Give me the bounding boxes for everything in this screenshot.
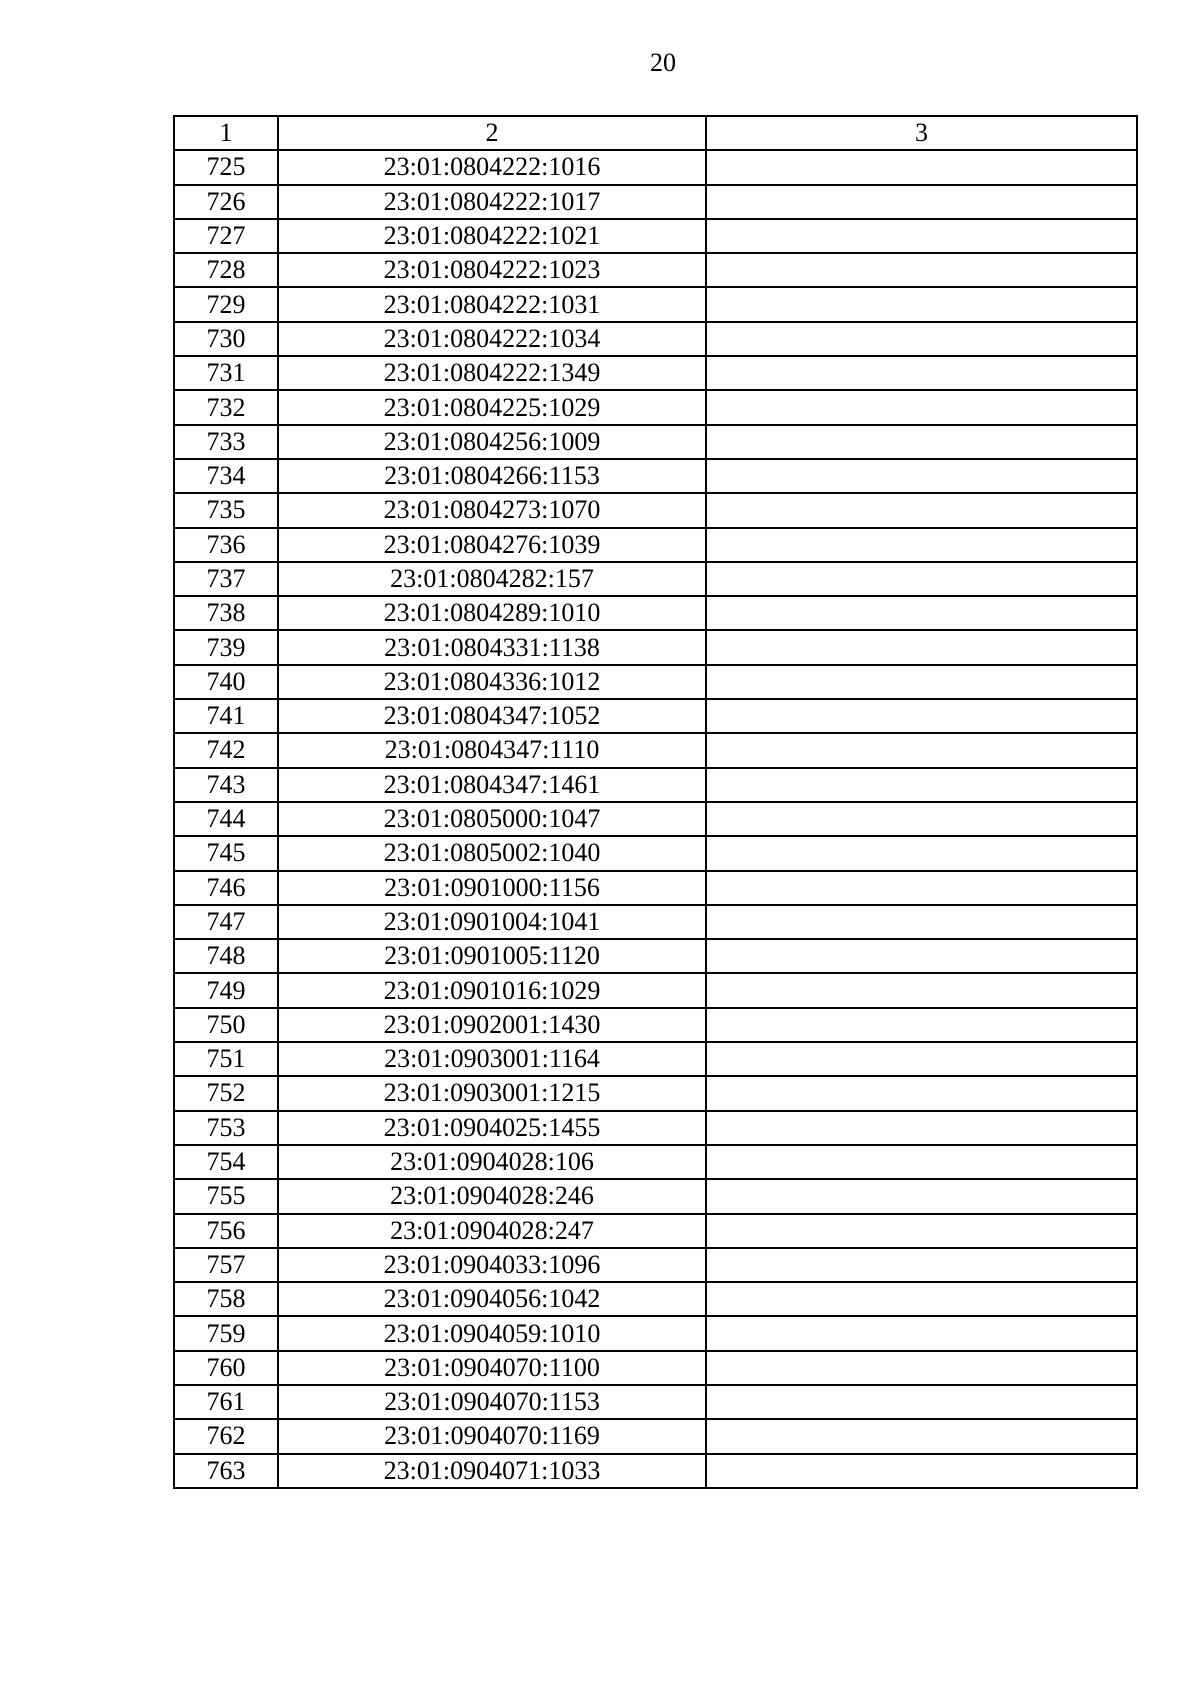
- table-row: [174, 665, 1137, 699]
- note-cell: [706, 1316, 1137, 1350]
- row-number-cell: 742: [174, 733, 278, 767]
- table-row: [174, 1385, 1137, 1419]
- table-header-row: [174, 116, 1137, 150]
- column-header-2: 2: [278, 116, 706, 150]
- table-row: [174, 528, 1137, 562]
- cadastral-number-cell: 23:01:0804222:1021: [278, 219, 706, 253]
- row-number-cell: 745: [174, 836, 278, 870]
- row-number-cell: 754: [174, 1145, 278, 1179]
- note-cell: [706, 1248, 1137, 1282]
- cadastral-number-cell: 23:01:0804273:1070: [278, 493, 706, 527]
- cadastral-number-cell: 23:01:0904028:106: [278, 1145, 706, 1179]
- row-number-cell: 733: [174, 425, 278, 459]
- cadastral-number-cell: 23:01:0804347:1052: [278, 699, 706, 733]
- note-cell: [706, 1282, 1137, 1316]
- row-number-cell: 736: [174, 528, 278, 562]
- table-row: [174, 836, 1137, 870]
- table-row: [174, 493, 1137, 527]
- cadastral-number-cell: 23:01:0804222:1349: [278, 356, 706, 390]
- table-row: [174, 1248, 1137, 1282]
- cadastral-number-cell: 23:01:0804256:1009: [278, 425, 706, 459]
- table-body: [174, 150, 1137, 1488]
- column-header-3: 3: [706, 116, 1137, 150]
- row-number-cell: 756: [174, 1214, 278, 1248]
- cadastral-number-cell: 23:01:0904071:1033: [278, 1454, 706, 1488]
- cadastral-number-cell: 23:01:0805000:1047: [278, 802, 706, 836]
- note-cell: [706, 219, 1137, 253]
- table-row: [174, 459, 1137, 493]
- cadastral-number-cell: 23:01:0904070:1100: [278, 1351, 706, 1385]
- note-cell: [706, 973, 1137, 1007]
- table-row: [174, 596, 1137, 630]
- table-row: [174, 768, 1137, 802]
- row-number-cell: 752: [174, 1076, 278, 1110]
- note-cell: [706, 871, 1137, 905]
- table-row: [174, 1214, 1137, 1248]
- row-number-cell: 727: [174, 219, 278, 253]
- cadastral-number-cell: 23:01:0804222:1023: [278, 253, 706, 287]
- row-number-cell: 749: [174, 973, 278, 1007]
- table-row: [174, 630, 1137, 664]
- note-cell: [706, 768, 1137, 802]
- note-cell: [706, 425, 1137, 459]
- note-cell: [706, 1351, 1137, 1385]
- note-cell: [706, 939, 1137, 973]
- note-cell: [706, 733, 1137, 767]
- row-number-cell: 748: [174, 939, 278, 973]
- row-number-cell: 760: [174, 1351, 278, 1385]
- row-number-cell: 728: [174, 253, 278, 287]
- note-cell: [706, 1008, 1137, 1042]
- note-cell: [706, 802, 1137, 836]
- table-row: [174, 1316, 1137, 1350]
- cadastral-number-cell: 23:01:0804276:1039: [278, 528, 706, 562]
- column-header-1: 1: [174, 116, 278, 150]
- note-cell: [706, 630, 1137, 664]
- table-row: [174, 1076, 1137, 1110]
- row-number-cell: 757: [174, 1248, 278, 1282]
- row-number-cell: 747: [174, 905, 278, 939]
- row-number-cell: 763: [174, 1454, 278, 1488]
- note-cell: [706, 699, 1137, 733]
- note-cell: [706, 1076, 1137, 1110]
- row-number-cell: 734: [174, 459, 278, 493]
- table-row: [174, 1145, 1137, 1179]
- row-number-cell: 739: [174, 630, 278, 664]
- table-row: [174, 253, 1137, 287]
- note-cell: [706, 1179, 1137, 1213]
- table-row: [174, 1282, 1137, 1316]
- table-row: [174, 905, 1137, 939]
- note-cell: [706, 356, 1137, 390]
- table-row: [174, 1111, 1137, 1145]
- note-cell: [706, 562, 1137, 596]
- row-number-cell: 729: [174, 287, 278, 321]
- table-row: [174, 425, 1137, 459]
- table-row: [174, 185, 1137, 219]
- cadastral-number-cell: 23:01:0902001:1430: [278, 1008, 706, 1042]
- cadastral-number-cell: 23:01:0901005:1120: [278, 939, 706, 973]
- cadastral-number-cell: 23:01:0904056:1042: [278, 1282, 706, 1316]
- row-number-cell: 738: [174, 596, 278, 630]
- row-number-cell: 753: [174, 1111, 278, 1145]
- note-cell: [706, 1385, 1137, 1419]
- table-row: [174, 1454, 1137, 1488]
- table-row: [174, 562, 1137, 596]
- table-row: [174, 1042, 1137, 1076]
- row-number-cell: 740: [174, 665, 278, 699]
- cadastral-number-cell: 23:01:0901004:1041: [278, 905, 706, 939]
- cadastral-number-cell: 23:01:0804266:1153: [278, 459, 706, 493]
- cadastral-number-cell: 23:01:0804222:1034: [278, 322, 706, 356]
- cadastral-number-cell: 23:01:0904070:1169: [278, 1419, 706, 1453]
- table-row: [174, 322, 1137, 356]
- cadastral-number-cell: 23:01:0904025:1455: [278, 1111, 706, 1145]
- table-row: [174, 1351, 1137, 1385]
- cadastral-number-cell: 23:01:0903001:1215: [278, 1076, 706, 1110]
- cadastral-number-cell: 23:01:0804331:1138: [278, 630, 706, 664]
- note-cell: [706, 185, 1137, 219]
- table-row: [174, 973, 1137, 1007]
- cadastral-number-cell: 23:01:0904033:1096: [278, 1248, 706, 1282]
- row-number-cell: 755: [174, 1179, 278, 1213]
- table-row: [174, 802, 1137, 836]
- row-number-cell: 732: [174, 390, 278, 424]
- row-number-cell: 744: [174, 802, 278, 836]
- cadastral-number-cell: 23:01:0804222:1016: [278, 150, 706, 184]
- cadastral-number-cell: 23:01:0901000:1156: [278, 871, 706, 905]
- cadastral-number-cell: 23:01:0805002:1040: [278, 836, 706, 870]
- row-number-cell: 751: [174, 1042, 278, 1076]
- cadastral-number-cell: 23:01:0804225:1029: [278, 390, 706, 424]
- table-row: [174, 356, 1137, 390]
- note-cell: [706, 459, 1137, 493]
- row-number-cell: 731: [174, 356, 278, 390]
- note-cell: [706, 596, 1137, 630]
- cadastral-number-cell: 23:01:0804336:1012: [278, 665, 706, 699]
- table-row: [174, 1008, 1137, 1042]
- cadastral-number-cell: 23:01:0804347:1110: [278, 733, 706, 767]
- note-cell: [706, 836, 1137, 870]
- cadastral-number-cell: 23:01:0903001:1164: [278, 1042, 706, 1076]
- table-row: [174, 939, 1137, 973]
- row-number-cell: 759: [174, 1316, 278, 1350]
- note-cell: [706, 1145, 1137, 1179]
- note-cell: [706, 287, 1137, 321]
- cadastral-number-cell: 23:01:0804222:1017: [278, 185, 706, 219]
- cadastral-number-cell: 23:01:0804222:1031: [278, 287, 706, 321]
- row-number-cell: 750: [174, 1008, 278, 1042]
- row-number-cell: 758: [174, 1282, 278, 1316]
- table-row: [174, 1419, 1137, 1453]
- table-row: [174, 699, 1137, 733]
- cadastral-number-table: [173, 115, 1138, 1489]
- cadastral-number-cell: 23:01:0901016:1029: [278, 973, 706, 1007]
- note-cell: [706, 1042, 1137, 1076]
- table-row: [174, 871, 1137, 905]
- note-cell: [706, 390, 1137, 424]
- row-number-cell: 730: [174, 322, 278, 356]
- table-row: [174, 733, 1137, 767]
- row-number-cell: 761: [174, 1385, 278, 1419]
- note-cell: [706, 1214, 1137, 1248]
- table-row: [174, 390, 1137, 424]
- cadastral-number-cell: 23:01:0804347:1461: [278, 768, 706, 802]
- note-cell: [706, 905, 1137, 939]
- note-cell: [706, 1419, 1137, 1453]
- note-cell: [706, 1454, 1137, 1488]
- row-number-cell: 741: [174, 699, 278, 733]
- row-number-cell: 726: [174, 185, 278, 219]
- row-number-cell: 725: [174, 150, 278, 184]
- cadastral-number-cell: 23:01:0904028:246: [278, 1179, 706, 1213]
- row-number-cell: 746: [174, 871, 278, 905]
- cadastral-number-cell: 23:01:0904028:247: [278, 1214, 706, 1248]
- note-cell: [706, 493, 1137, 527]
- cadastral-number-cell: 23:01:0904070:1153: [278, 1385, 706, 1419]
- table-row: [174, 150, 1137, 184]
- note-cell: [706, 665, 1137, 699]
- note-cell: [706, 253, 1137, 287]
- row-number-cell: 735: [174, 493, 278, 527]
- row-number-cell: 762: [174, 1419, 278, 1453]
- note-cell: [706, 1111, 1137, 1145]
- page-number: 20: [650, 48, 676, 77]
- cadastral-number-cell: 23:01:0804289:1010: [278, 596, 706, 630]
- cadastral-number-cell: 23:01:0904059:1010: [278, 1316, 706, 1350]
- row-number-cell: 737: [174, 562, 278, 596]
- note-cell: [706, 322, 1137, 356]
- note-cell: [706, 150, 1137, 184]
- table-row: [174, 287, 1137, 321]
- table-row: [174, 1179, 1137, 1213]
- table-row: [174, 219, 1137, 253]
- cadastral-number-cell: 23:01:0804282:157: [278, 562, 706, 596]
- row-number-cell: 743: [174, 768, 278, 802]
- note-cell: [706, 528, 1137, 562]
